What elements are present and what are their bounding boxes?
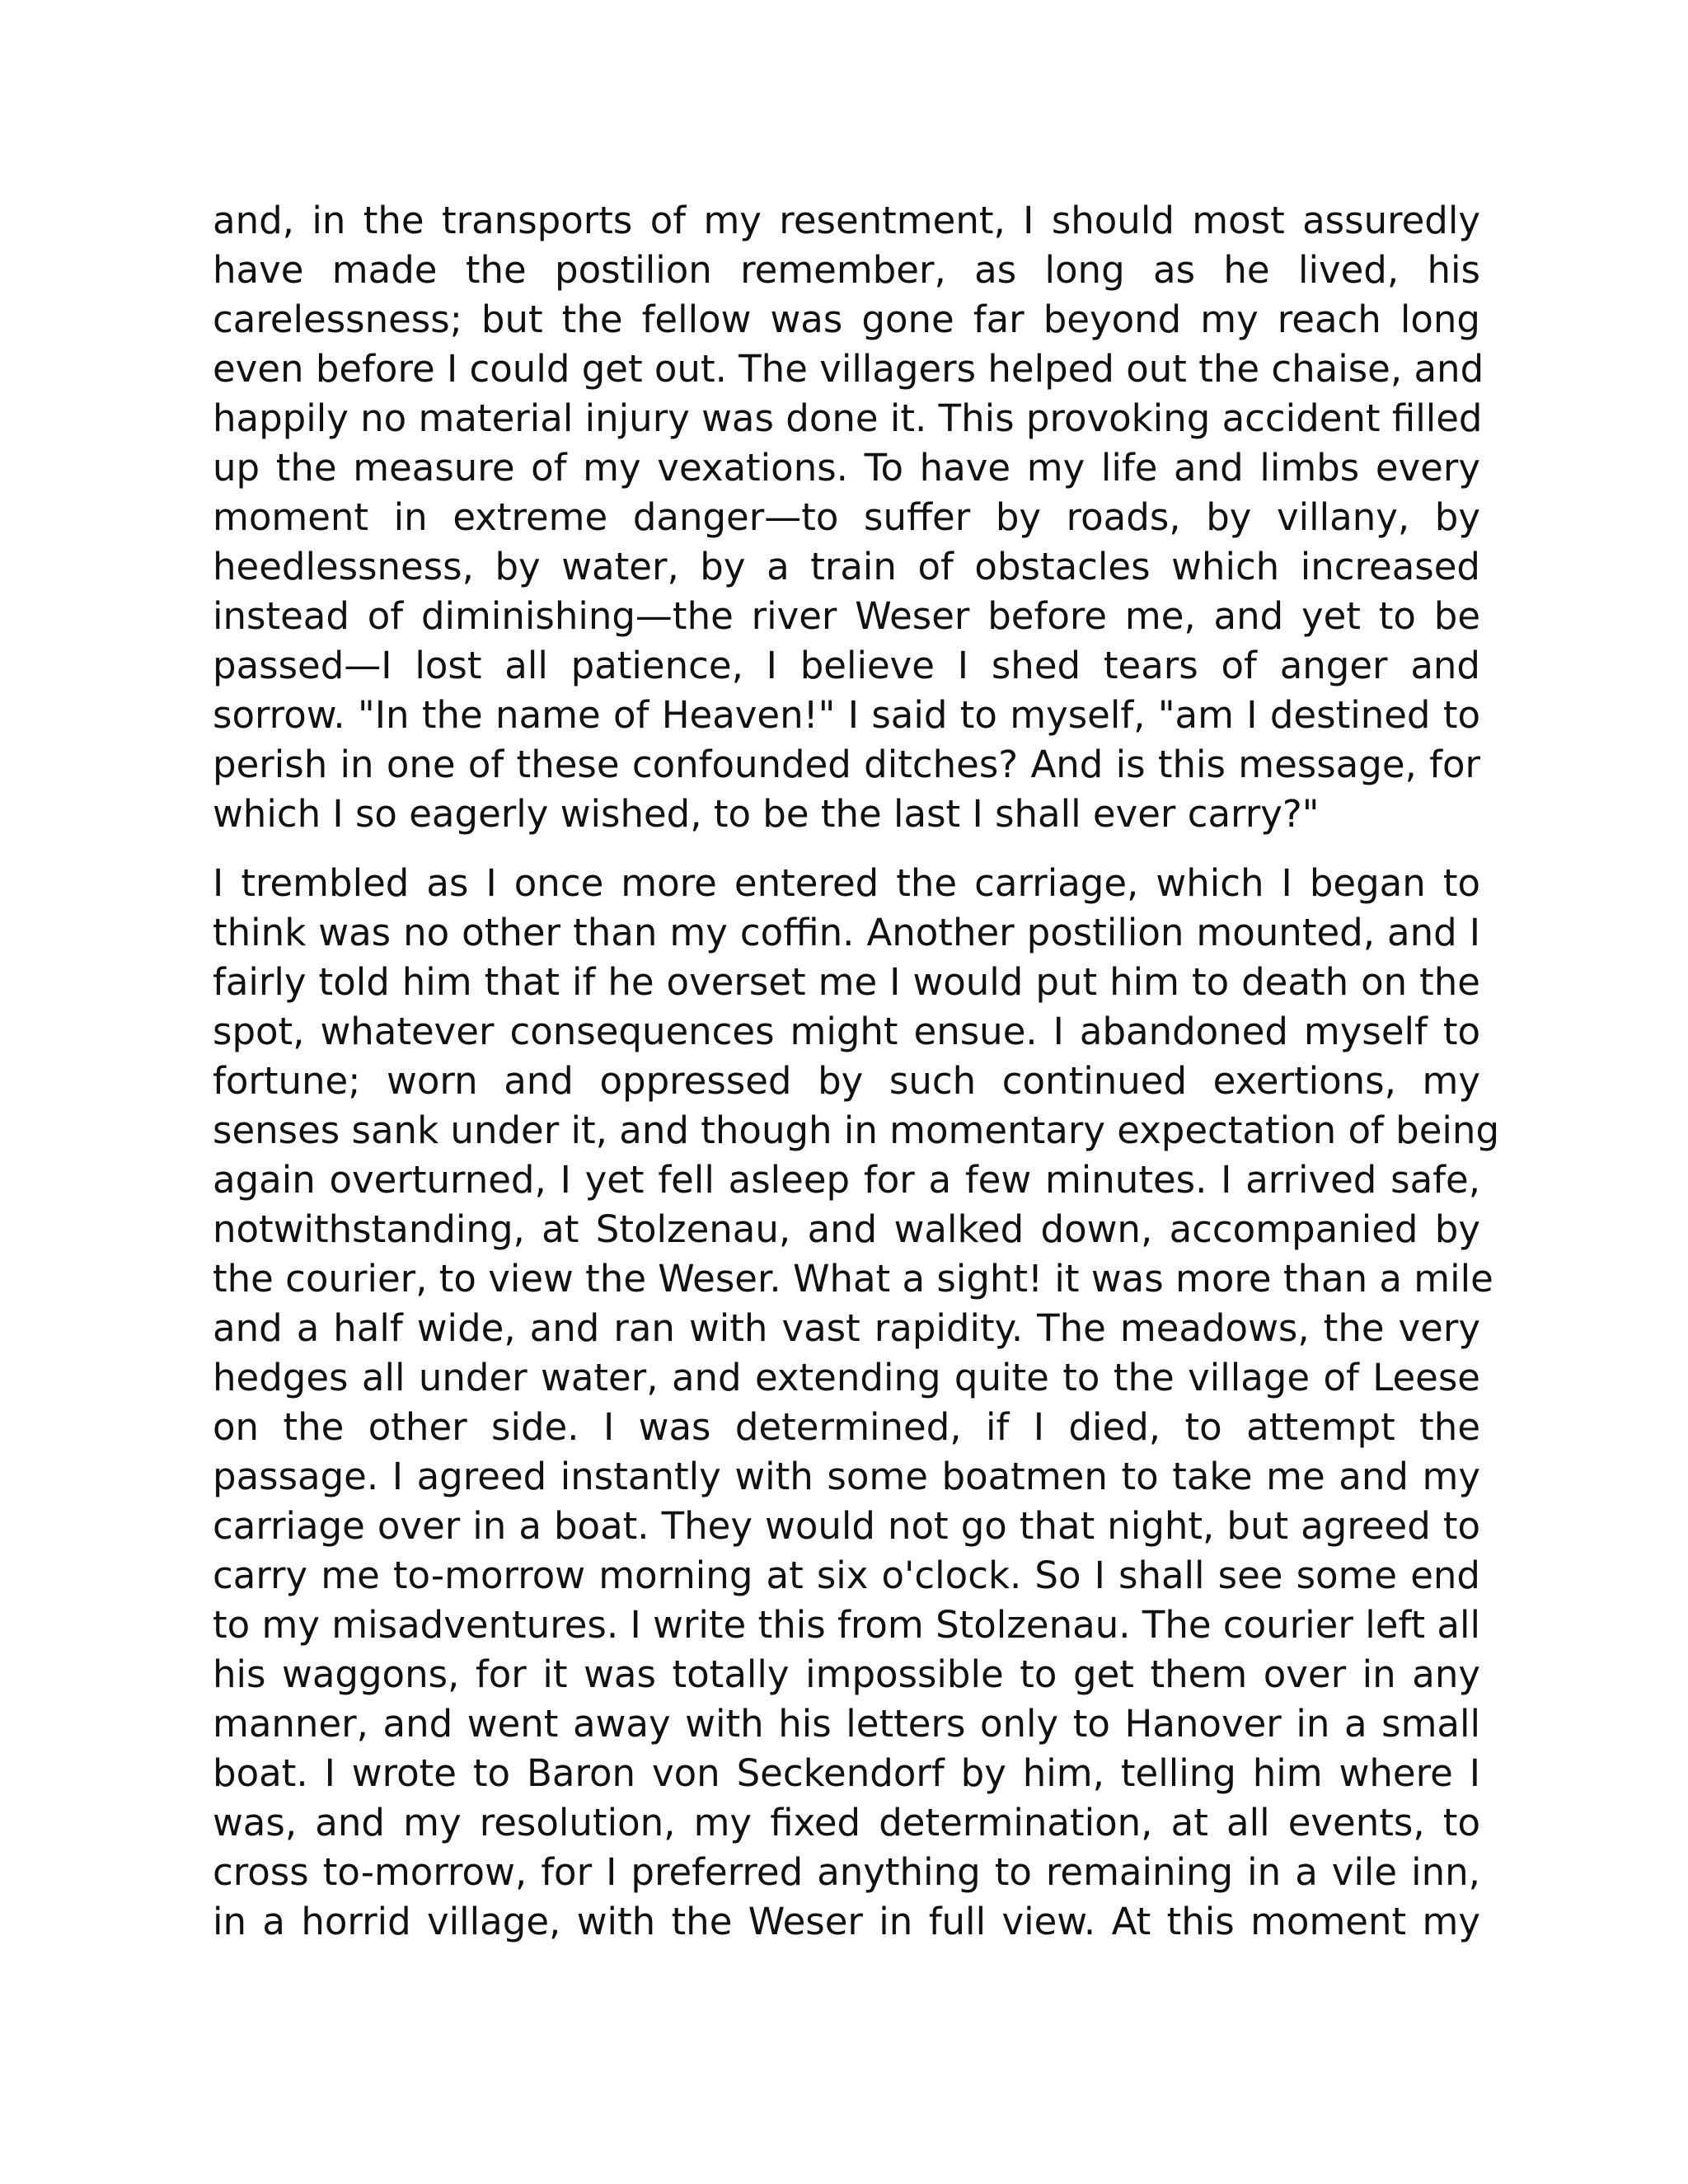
text-line: carry me to-morrow morning at six o'clock. So I shall see some end bbox=[213, 1554, 1480, 1597]
text-line: in a horrid village, with the Weser in full view. At this moment my bbox=[213, 1900, 1480, 1943]
text-line: perish in one of these confounded ditches? And is this message, for bbox=[213, 743, 1480, 786]
text-line: spot, whatever consequences might ensue. I abandoned myself to bbox=[213, 1010, 1480, 1053]
text-line: was, and my resolution, my fixed determination, at all events, to bbox=[213, 1801, 1480, 1844]
text-line: senses sank under it, and though in momentary expectation of being bbox=[213, 1108, 1500, 1152]
text-line: happily no material injury was done it. This provoking accident filled bbox=[213, 396, 1483, 440]
text-line: on the other side. I was determined, if I died, to attempt the bbox=[213, 1405, 1480, 1449]
text-line: instead of diminishing—the river Weser before me, and yet to be bbox=[213, 594, 1480, 638]
text-line: carriage over in a boat. They would not go that night, but agreed to bbox=[213, 1504, 1480, 1548]
text-line: boat. I wrote to Baron von Seckendorf by him, telling him where I bbox=[213, 1751, 1480, 1795]
text-line: the courier, to view the Weser. What a sight! it was more than a mile bbox=[213, 1257, 1493, 1301]
text-line: notwithstanding, at Stolzenau, and walked down, accompanied by bbox=[213, 1207, 1480, 1251]
text-line: heedlessness, by water, by a train of obstacles which increased bbox=[213, 545, 1480, 588]
text-line: fortune; worn and oppressed by such continued exertions, my bbox=[213, 1059, 1480, 1103]
text-line: passed—I lost all patience, I believe I shed tears of anger and bbox=[213, 644, 1480, 687]
paragraph-spacer bbox=[213, 839, 1480, 859]
text-line: and, in the transports of my resentment, I should most assuredly bbox=[213, 199, 1480, 242]
text-line: have made the postilion remember, as long as he lived, his bbox=[213, 248, 1480, 292]
paragraph-2 bbox=[213, 859, 1500, 1947]
text-line: fairly told him that if he overset me I would put him to death on the bbox=[213, 960, 1480, 1004]
text-line: cross to-morrow, for I preferred anything to remaining in a vile inn, bbox=[213, 1850, 1480, 1894]
text-line: and a half wide, and ran with vast rapidity. The meadows, the very bbox=[213, 1306, 1480, 1350]
text-line: moment in extreme danger—to suffer by roads, by villany, by bbox=[213, 495, 1480, 539]
text-line: again overturned, I yet fell asleep for a few minutes. I arrived safe, bbox=[213, 1158, 1480, 1202]
paragraph-1 bbox=[213, 196, 1484, 839]
text-line: which I so eagerly wished, to be the last I shall ever carry?" bbox=[213, 792, 1320, 836]
text-line: carelessness; but the fellow was gone far beyond my reach long bbox=[213, 298, 1480, 341]
text-line: to my misadventures. I write this from Stolzenau. The courier left all bbox=[213, 1603, 1480, 1647]
body-text bbox=[213, 196, 1500, 1947]
text-line: hedges all under water, and extending quite to the village of Leese bbox=[213, 1356, 1480, 1399]
text-line: passage. I agreed instantly with some boatmen to take me and my bbox=[213, 1455, 1480, 1498]
text-line: sorrow. "In the name of Heaven!" I said to myself, "am I destined to bbox=[213, 693, 1480, 737]
text-line: manner, and went away with his letters only to Hanover in a small bbox=[213, 1702, 1480, 1746]
text-line: his waggons, for it was totally impossible to get them over in any bbox=[213, 1652, 1480, 1696]
text-line: up the measure of my vexations. To have my life and limbs every bbox=[213, 446, 1480, 490]
text-line: think was no other than my coffin. Another postilion mounted, and I bbox=[213, 911, 1480, 954]
text-line: even before I could get out. The villagers helped out the chaise, and bbox=[213, 347, 1484, 391]
text-line: I trembled as I once more entered the carriage, which I began to bbox=[213, 861, 1480, 905]
